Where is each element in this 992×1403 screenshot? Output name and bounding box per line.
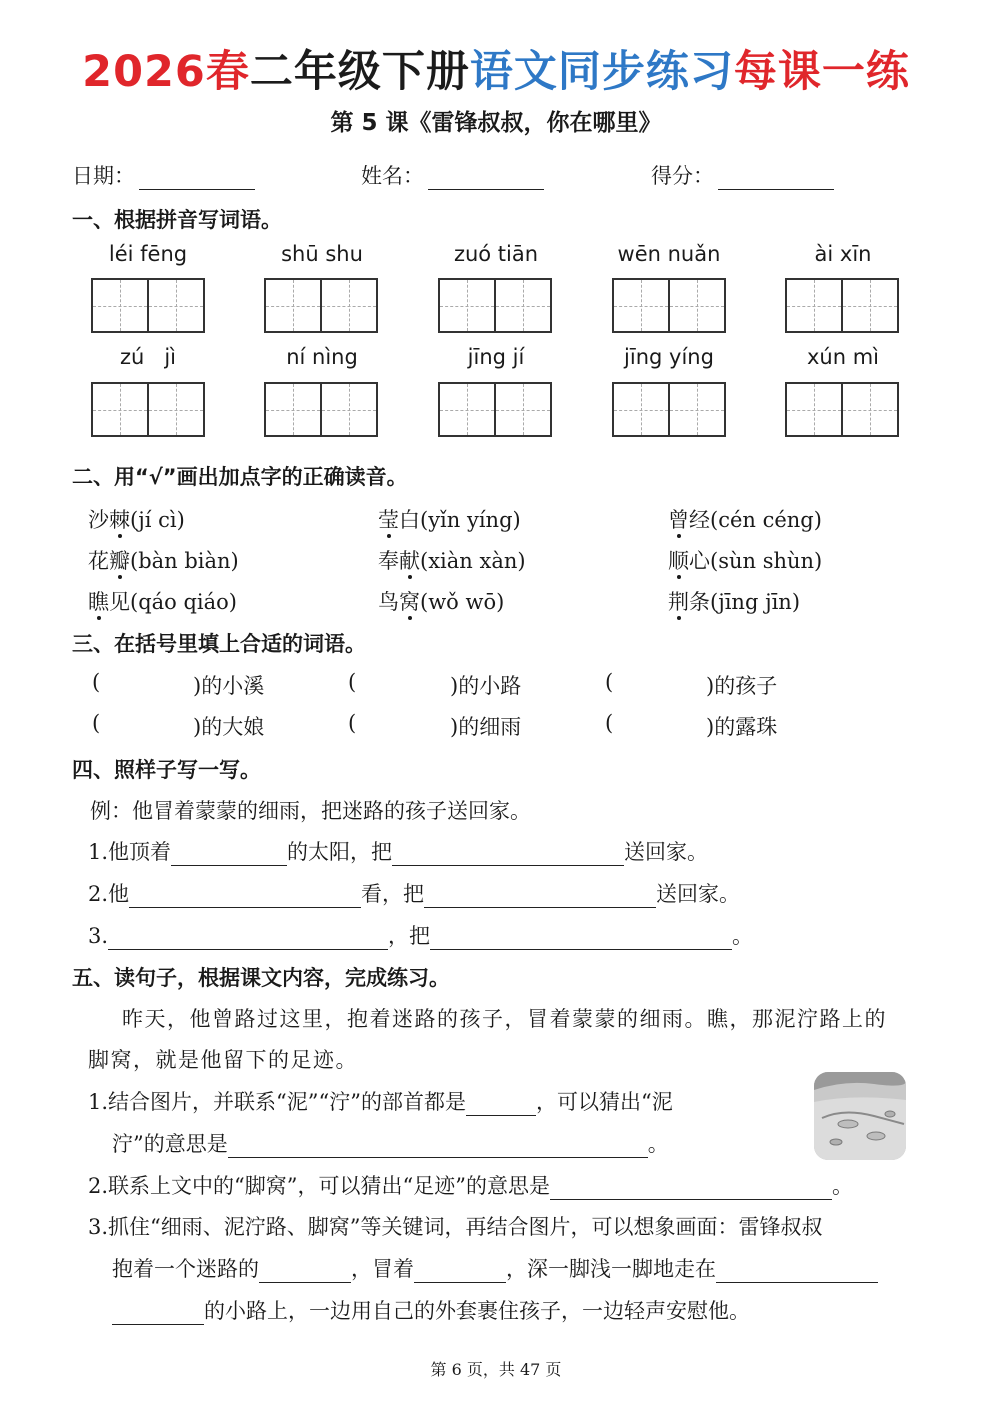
writing-box-5[interactable] [785, 278, 899, 333]
fill-open-2[interactable]: ( [348, 670, 357, 694]
title-part-3: 语文同步练习 [469, 47, 734, 97]
writing-box-4[interactable] [612, 278, 726, 333]
blank-q3a[interactable] [259, 1262, 351, 1283]
reading-item-3[interactable]: 曾经(cén céng) [668, 508, 822, 532]
reading-item-6[interactable]: 顺心(sùn shùn) [668, 549, 823, 573]
blank-2b[interactable] [424, 887, 656, 908]
fill-item-1: )的小溪 [193, 674, 265, 698]
writing-box-3[interactable] [438, 278, 552, 333]
writing-box-9[interactable] [612, 382, 726, 437]
pinyin-8: jīng jí [467, 345, 525, 369]
section-2-title: 二、用“√”画出加点字的正确读音。 [72, 465, 408, 489]
blank-1b[interactable] [392, 845, 624, 866]
section-1-title: 一、根据拼音写词语。 [72, 208, 282, 232]
pinyin-7: ní nìng [286, 345, 358, 369]
pinyin-4: wēn nuǎn [617, 242, 721, 266]
fill-open-6[interactable]: ( [605, 711, 614, 735]
reading-item-4[interactable]: 花瓣(bàn biàn) [88, 549, 239, 573]
muddy-road-image [814, 1072, 906, 1160]
pinyin-2: shū shu [281, 242, 363, 266]
pinyin-9: jīng yíng [624, 345, 714, 369]
reading-item-8[interactable]: 鸟窝(wǒ wō) [378, 590, 505, 614]
reading-item-2[interactable]: 莹白(yǐn yíng) [378, 508, 521, 532]
imitate-line-1: 1.他顶着 的太阳，把 送回家。 [88, 840, 709, 864]
blank-3b[interactable] [430, 929, 732, 950]
blank-q1-radical[interactable] [466, 1095, 536, 1116]
question-1-line-2: 泞”的意思是 。 [112, 1132, 669, 1156]
example-sentence: 例：他冒着蒙蒙的细雨，把迷路的孩子送回家。 [90, 799, 531, 823]
blank-q1-meaning[interactable] [228, 1137, 648, 1158]
fill-item-3: )的孩子 [706, 674, 778, 698]
writing-box-1[interactable] [91, 278, 205, 333]
reading-item-7[interactable]: 瞧见(qáo qiáo) [88, 590, 237, 614]
writing-box-10[interactable] [785, 382, 899, 437]
title-part-2: 二年级下册 [249, 47, 470, 97]
reading-item-5[interactable]: 奉献(xiàn xàn) [378, 549, 526, 573]
section-5-title: 五、读句子，根据课文内容，完成练习。 [72, 966, 450, 990]
blank-q3c[interactable] [716, 1262, 878, 1283]
reading-item-9[interactable]: 荆条(jīng jīn) [668, 590, 801, 614]
question-3-line-3: 的小路上，一边用自己的外套裹住孩子，一边轻声安慰他。 [112, 1295, 750, 1325]
fill-open-4[interactable]: ( [92, 711, 101, 735]
question-3-line-2: 抱着一个迷路的 ，冒着 ，深一脚浅一脚地走在 [112, 1253, 878, 1283]
date-field[interactable]: 日期： [72, 160, 255, 190]
pinyin-6: zú jì [119, 345, 177, 369]
section-4-title: 四、照样子写一写。 [72, 758, 261, 782]
question-2: 2.联系上文中的“脚窝”，可以猜出“足迹”的意思是 。 [88, 1174, 853, 1198]
passage-line-2: 脚窝，就是他留下的足迹。 [88, 1048, 358, 1072]
title-part-4: 每课一练 [733, 47, 910, 97]
writing-box-2[interactable] [264, 278, 378, 333]
fill-open-3[interactable]: ( [605, 670, 614, 694]
fill-item-6: )的露珠 [706, 715, 778, 739]
blank-q3d[interactable] [112, 1304, 204, 1325]
fill-open-5[interactable]: ( [348, 711, 357, 735]
blank-q2[interactable] [550, 1179, 832, 1200]
blank-1a[interactable] [171, 845, 287, 866]
writing-box-7[interactable] [264, 382, 378, 437]
name-field[interactable]: 姓名： [361, 160, 544, 190]
page-title [0, 38, 992, 99]
fill-open-1[interactable]: ( [92, 670, 101, 694]
fill-item-2: )的小路 [450, 674, 522, 698]
pinyin-10: xún mì [806, 345, 879, 369]
blank-q3b[interactable] [414, 1262, 506, 1283]
question-3-line-1: 3.抓住“细雨、泥泞路、脚窝”等关键词，再结合图片，可以想象画面：雷锋叔叔 [88, 1215, 823, 1239]
writing-box-8[interactable] [438, 382, 552, 437]
page-number: 第 6 页，共 47 页 [430, 1360, 562, 1379]
imitate-line-2: 2.他 看，把 送回家。 [88, 882, 741, 906]
question-1-line-1: 1.结合图片，并联系“泥”“泞”的部首都是 ，可以猜出“泥 [88, 1090, 673, 1114]
pinyin-5: ài xīn [814, 242, 872, 266]
section-3-title: 三、在括号里填上合适的词语。 [72, 632, 366, 656]
reading-item-1[interactable]: 沙棘(jí cì) [88, 508, 185, 532]
pinyin-3: zuó tiān [453, 242, 539, 266]
passage-line-1: 昨天，他曾路过这里，抱着迷路的孩子，冒着蒙蒙的细雨。瞧，那泥泞路上的 [122, 1007, 887, 1031]
lesson-subtitle: 第 5 课《雷锋叔叔，你在哪里》 [330, 110, 662, 136]
fill-item-5: )的细雨 [450, 715, 522, 739]
score-field[interactable]: 得分： [651, 160, 834, 190]
writing-box-6[interactable] [91, 382, 205, 437]
blank-2a[interactable] [129, 887, 361, 908]
imitate-line-3: 3. ，把 。 [88, 924, 754, 948]
fill-item-4: )的大娘 [193, 715, 265, 739]
blank-3a[interactable] [108, 929, 388, 950]
title-part-1: 2026春 [82, 47, 250, 97]
pinyin-1: léi fēng [108, 242, 188, 266]
